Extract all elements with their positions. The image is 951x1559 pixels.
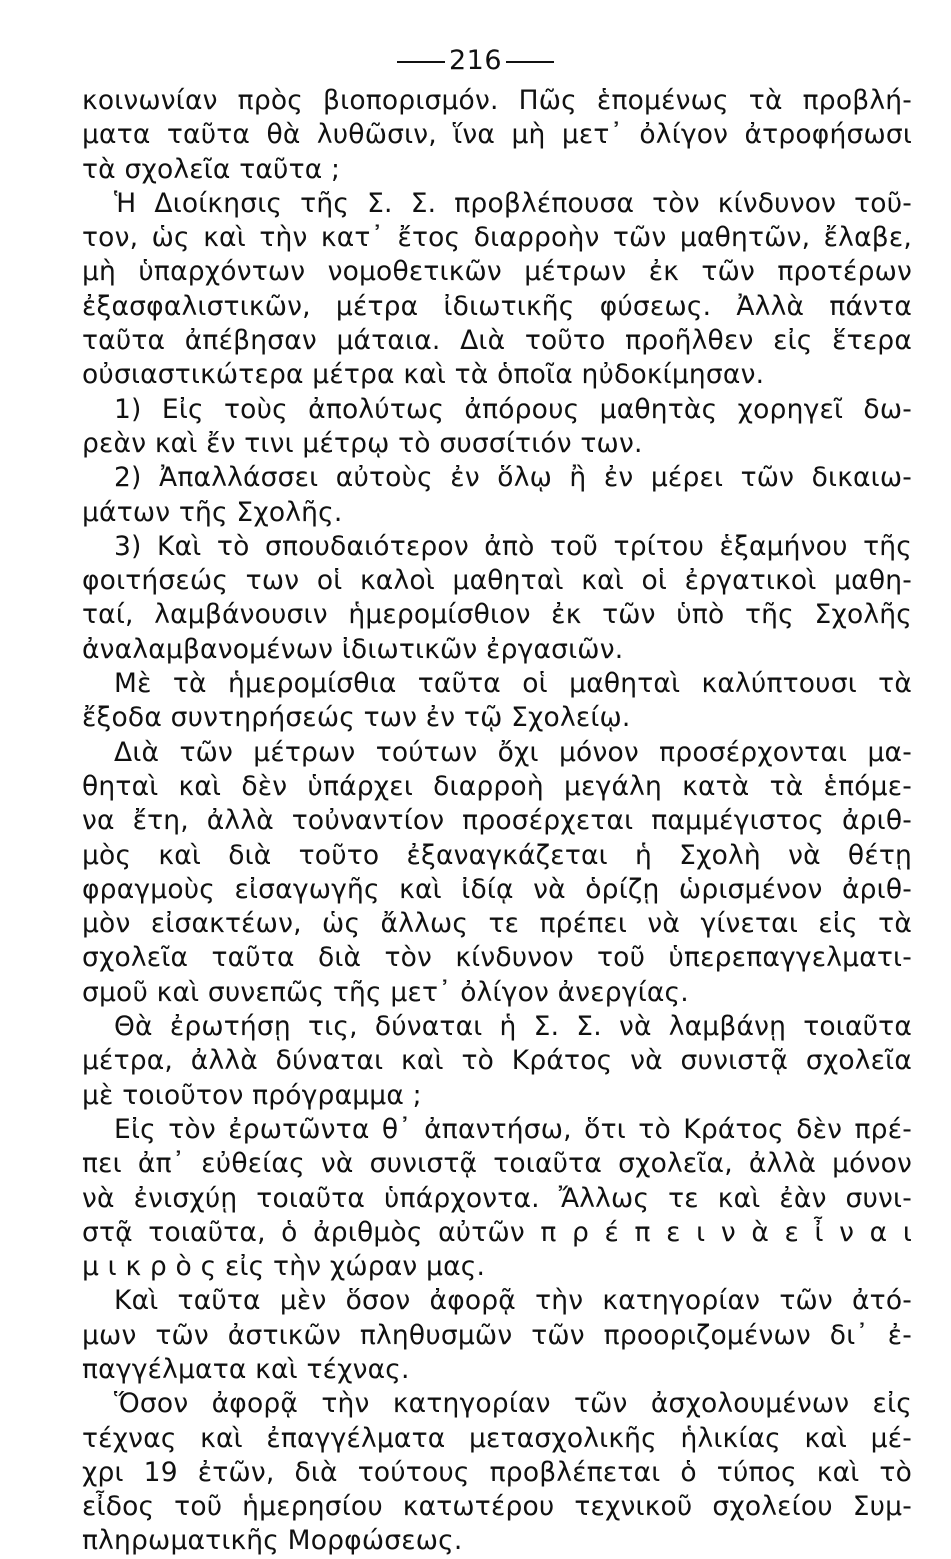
text-line: ματα ταῦτα θὰ λυθῶσιν, ἵνα μὴ μετ᾽ ὀλίγον ἀτροφήσωσι [82,119,912,151]
text-line: Καὶ ταῦτα μὲν ὅσον ἀφορᾷ τὴν κατηγορίαν τῶν ἀτό- [114,1285,912,1317]
text-line: οὐσιαστικώτερα μέτρα καὶ τὰ ὁποῖα ηὐδοκίμησαν. [82,359,765,391]
text-line: πει ἀπ᾽ εὐθείας νὰ συνιστᾷ τοιαῦτα σχολεῖα, ἀλλὰ μόνον [82,1148,912,1180]
text-line: Εἰς τὸν ἐρωτῶντα θ᾽ ἀπαντήσω, ὅτι τὸ Κράτος δὲν πρέ- [114,1113,912,1145]
text-line: ἔξοδα συντηρήσεώς των ἐν τῷ Σχολείῳ. [82,702,631,734]
text-line: σχολεῖα ταῦτα διὰ τὸν κίνδυνον τοῦ ὑπερεπαγγελματι- [82,942,912,974]
text-line: μων τῶν ἀστικῶν πληθυσμῶν τῶν προοριζομένων δι᾽ ἐ- [82,1319,912,1351]
text-line: κοινωνίαν πρὸς βιοπορισμόν. Πῶς ἑπομένως τὰ προβλή- [82,85,912,116]
text-line: τέχνας καὶ ἐπαγγέλματα μετασχολικῆς ἡλικίας καὶ μέ- [82,1422,912,1454]
text-line: ἐξασφαλιστικῶν, μέτρα ἰδιωτικῆς φύσεως. Ἀλλὰ πάντα [82,290,912,322]
text-line: στᾷ τοιαῦτα, ὁ ἀριθμὸς αὐτῶν π ρ έ π ε ι ν ὰ ε ἶ ν α ι [82,1216,912,1248]
page-number-header [0,44,951,78]
text-line: ρεὰν καὶ ἔν τινι μέτρῳ τὸ συσσίτιόν των. [82,427,643,459]
text-line: μὸν εἰσακτέων, ὡς ἄλλως τε πρέπει νὰ γίνεται εἰς τὰ [82,908,912,940]
text-line: να ἔτη, ἀλλὰ τοὐναντίον προσέρχεται παμμέγιστος ἀριθ- [82,805,912,837]
left-dash [397,61,445,63]
text-line: μὴ ὑπαρχόντων νομοθετικῶν μέτρων ἐκ τῶν προτέρων [82,256,912,288]
text-line: μάτων τῆς Σχολῆς. [82,496,343,528]
body-text [82,84,912,1559]
text-line: ἀναλαμβανομένων ἰδιωτικῶν ἐργασιῶν. [82,633,624,665]
text-line: Ὅσον ἀφορᾷ τὴν κατηγορίαν τῶν ἀσχολουμένων εἰς [114,1388,912,1420]
text-line: ταί, λαμβάνουσιν ἡμερομίσθιον ἐκ τῶν ὑπὸ τῆς Σχολῆς [82,599,912,631]
text-line: χρι 19 ἐτῶν, διὰ τούτους προβλέπεται ὁ τύπος καὶ τὸ [82,1456,912,1488]
text-line: τὰ σχολεῖα ταῦτα ; [82,153,341,185]
text-line: ταῦτα ἀπέβησαν μάταια. Διὰ τοῦτο προῆλθεν εἰς ἕτερα [82,325,912,357]
text-line: Μὲ τὰ ἡμερομίσθια ταῦτα οἱ μαθηταὶ καλύπτουσι τὰ [114,668,912,700]
text-line: παγγέλματα καὶ τέχνας. [82,1353,410,1385]
text-line: σμοῦ καὶ συνεπῶς τῆς μετ᾽ ὀλίγον ἀνεργίας. [82,976,689,1008]
text-line: 1) Εἰς τοὺς ἀπολύτως ἀπόρους μαθητὰς χορηγεῖ δω- [114,393,912,425]
text-line: νὰ ἐνισχύῃ τοιαῦτα ὑπάρχοντα. Ἄλλως τε καὶ ἐὰν συνι- [82,1182,912,1214]
text-line: Θὰ ἐρωτήσῃ τις, δύναται ἡ Σ. Σ. νὰ λαμβάνῃ τοιαῦτα [114,1011,912,1043]
text-line: μέτρα, ἀλλὰ δύναται καὶ τὸ Κράτος νὰ συνιστᾷ σχολεῖα [82,1045,912,1077]
right-dash [506,61,554,63]
text-line: θηταὶ καὶ δὲν ὑπάρχει διαρροὴ μεγάλη κατὰ τὰ ἑπόμε- [82,770,912,802]
text-line: μὲ τοιοῦτον πρόγραμμα ; [82,1079,422,1111]
text-line: Ἡ Διοίκησις τῆς Σ. Σ. προβλέπουσα τὸν κίνδυνον τοῦ- [114,187,912,219]
page-number: 216 [448,45,503,76]
text-line: 3) Καὶ τὸ σπουδαιότερον ἀπὸ τοῦ τρίτου ἑξαμήνου τῆς [114,530,912,562]
text-line: πληρωματικῆς Μορφώσεως. [82,1525,463,1557]
text-line: φοιτήσεώς των οἱ καλοὶ μαθηταὶ καὶ οἱ ἐργατικοὶ μαθη- [82,565,912,597]
text-line: φραγμοὺς εἰσαγωγῆς καὶ ἰδίᾳ νὰ ὁρίζῃ ὡρισμένον ἀριθ- [82,873,912,905]
text-line: τον, ὡς καὶ τὴν κατ᾽ ἔτος διαρροὴν τῶν μαθητῶν, ἔλαβε, [82,222,912,254]
text-line: 2) Ἀπαλλάσσει αὐτοὺς ἐν ὅλῳ ἢ ἐν μέρει τῶν δικαιω- [114,462,912,494]
text-line: μὸς καὶ διὰ τοῦτο ἐξαναγκάζεται ἡ Σχολὴ νὰ θέτῃ [82,839,912,871]
text-line: μ ι κ ρ ὸ ς εἰς τὴν χώραν μας. [82,1251,486,1283]
text-line: Διὰ τῶν μέτρων τούτων ὄχι μόνον προσέρχονται μα- [114,736,912,768]
text-line: εἶδος τοῦ ἡμερησίου κατωτέρου τεχνικοῦ σχολείου Συμ- [82,1491,912,1523]
